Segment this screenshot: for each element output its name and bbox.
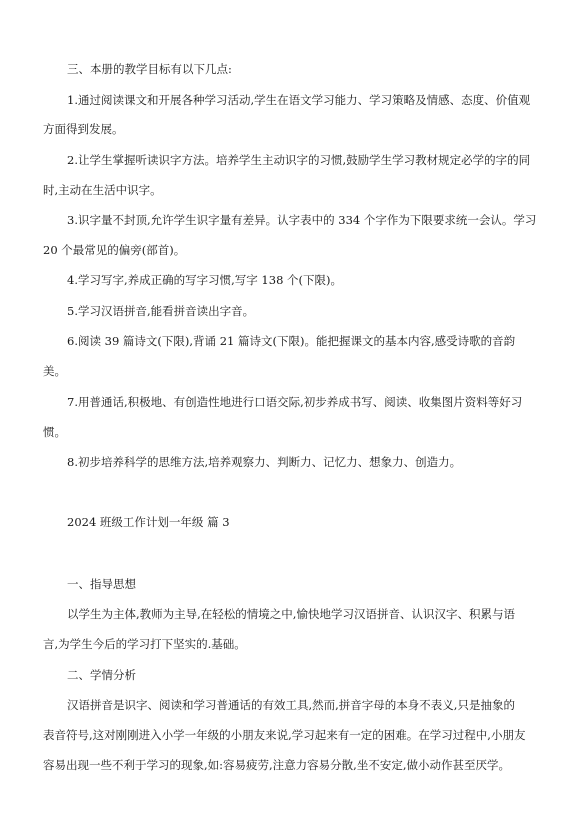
part-2-line-2: 表音符号,这对刚刚进入小学一年级的小朋友来说,学习起来有一定的困难。在学习过程中,小朋友 [43,728,526,742]
part-2-line-3: 容易出现一些不利于学习的现象,如:容易疲劳,注意力容易分散,坐不安定,做小动作甚至厌学。 [43,758,510,772]
goal-6-line-1: 6.阅读 39 篇诗文(下限),背诵 21 篇诗文(下限)。能把握课文的基本内容,感受诗歌的音韵 [67,334,516,348]
goal-6-line-2: 美。 [43,364,66,378]
goal-3-line-1: 3.识字量不封顶,允许学生识字量有差异。认字表中的 334 个字作为下限要求统一会认。学习 [67,213,537,227]
goal-5: 5.学习汉语拼音,能看拼音读出字音。 [67,304,255,318]
part-1-line-1: 以学生为主体,教师为主导,在轻松的情境之中,愉快地学习汉语拼音、认识汉字、积累与语 [67,607,515,621]
section-heading-teaching-goals: 三、本册的教学目标有以下几点: [67,62,232,76]
article-title: 2024 班级工作计划一年级 篇 3 [67,515,230,529]
goal-4: 4.学习写字,养成正确的写字习惯,写字 138 个(下限)。 [67,273,343,287]
goal-8: 8.初步培养科学的思维方法,培养观察力、判断力、记忆力、想象力、创造力。 [67,455,462,469]
goal-2-line-2: 时,主动在生活中识字。 [43,183,162,197]
goal-3-line-2: 20 个最常见的偏旁(部首)。 [43,243,186,257]
part-1-line-2: 言,为学生今后的学习打下坚实的.基础。 [43,637,246,651]
goal-1-line-1: 1.通过阅读课文和开展各种学习活动,学生在语文学习能力、学习策略及情感、态度、价值观 [67,93,531,107]
part-2-line-1: 汉语拼音是识字、阅读和学习普通话的有效工具,然而,拼音字母的本身不表义,只是抽象的 [67,698,515,712]
part-1-heading: 一、指导思想 [67,577,136,591]
goal-2-line-1: 2.让学生掌握听读识字方法。培养学生主动识字的习惯,鼓励学生学习教材规定必学的字的同 [67,153,531,167]
part-2-heading: 二、学情分析 [67,668,136,682]
goal-1-line-2: 方面得到发展。 [43,122,124,136]
goal-7-line-1: 7.用普通话,积极地、有创造性地进行口语交际,初步养成书写、阅读、收集图片资料等好习 [67,395,523,409]
goal-7-line-2: 惯。 [43,425,66,439]
